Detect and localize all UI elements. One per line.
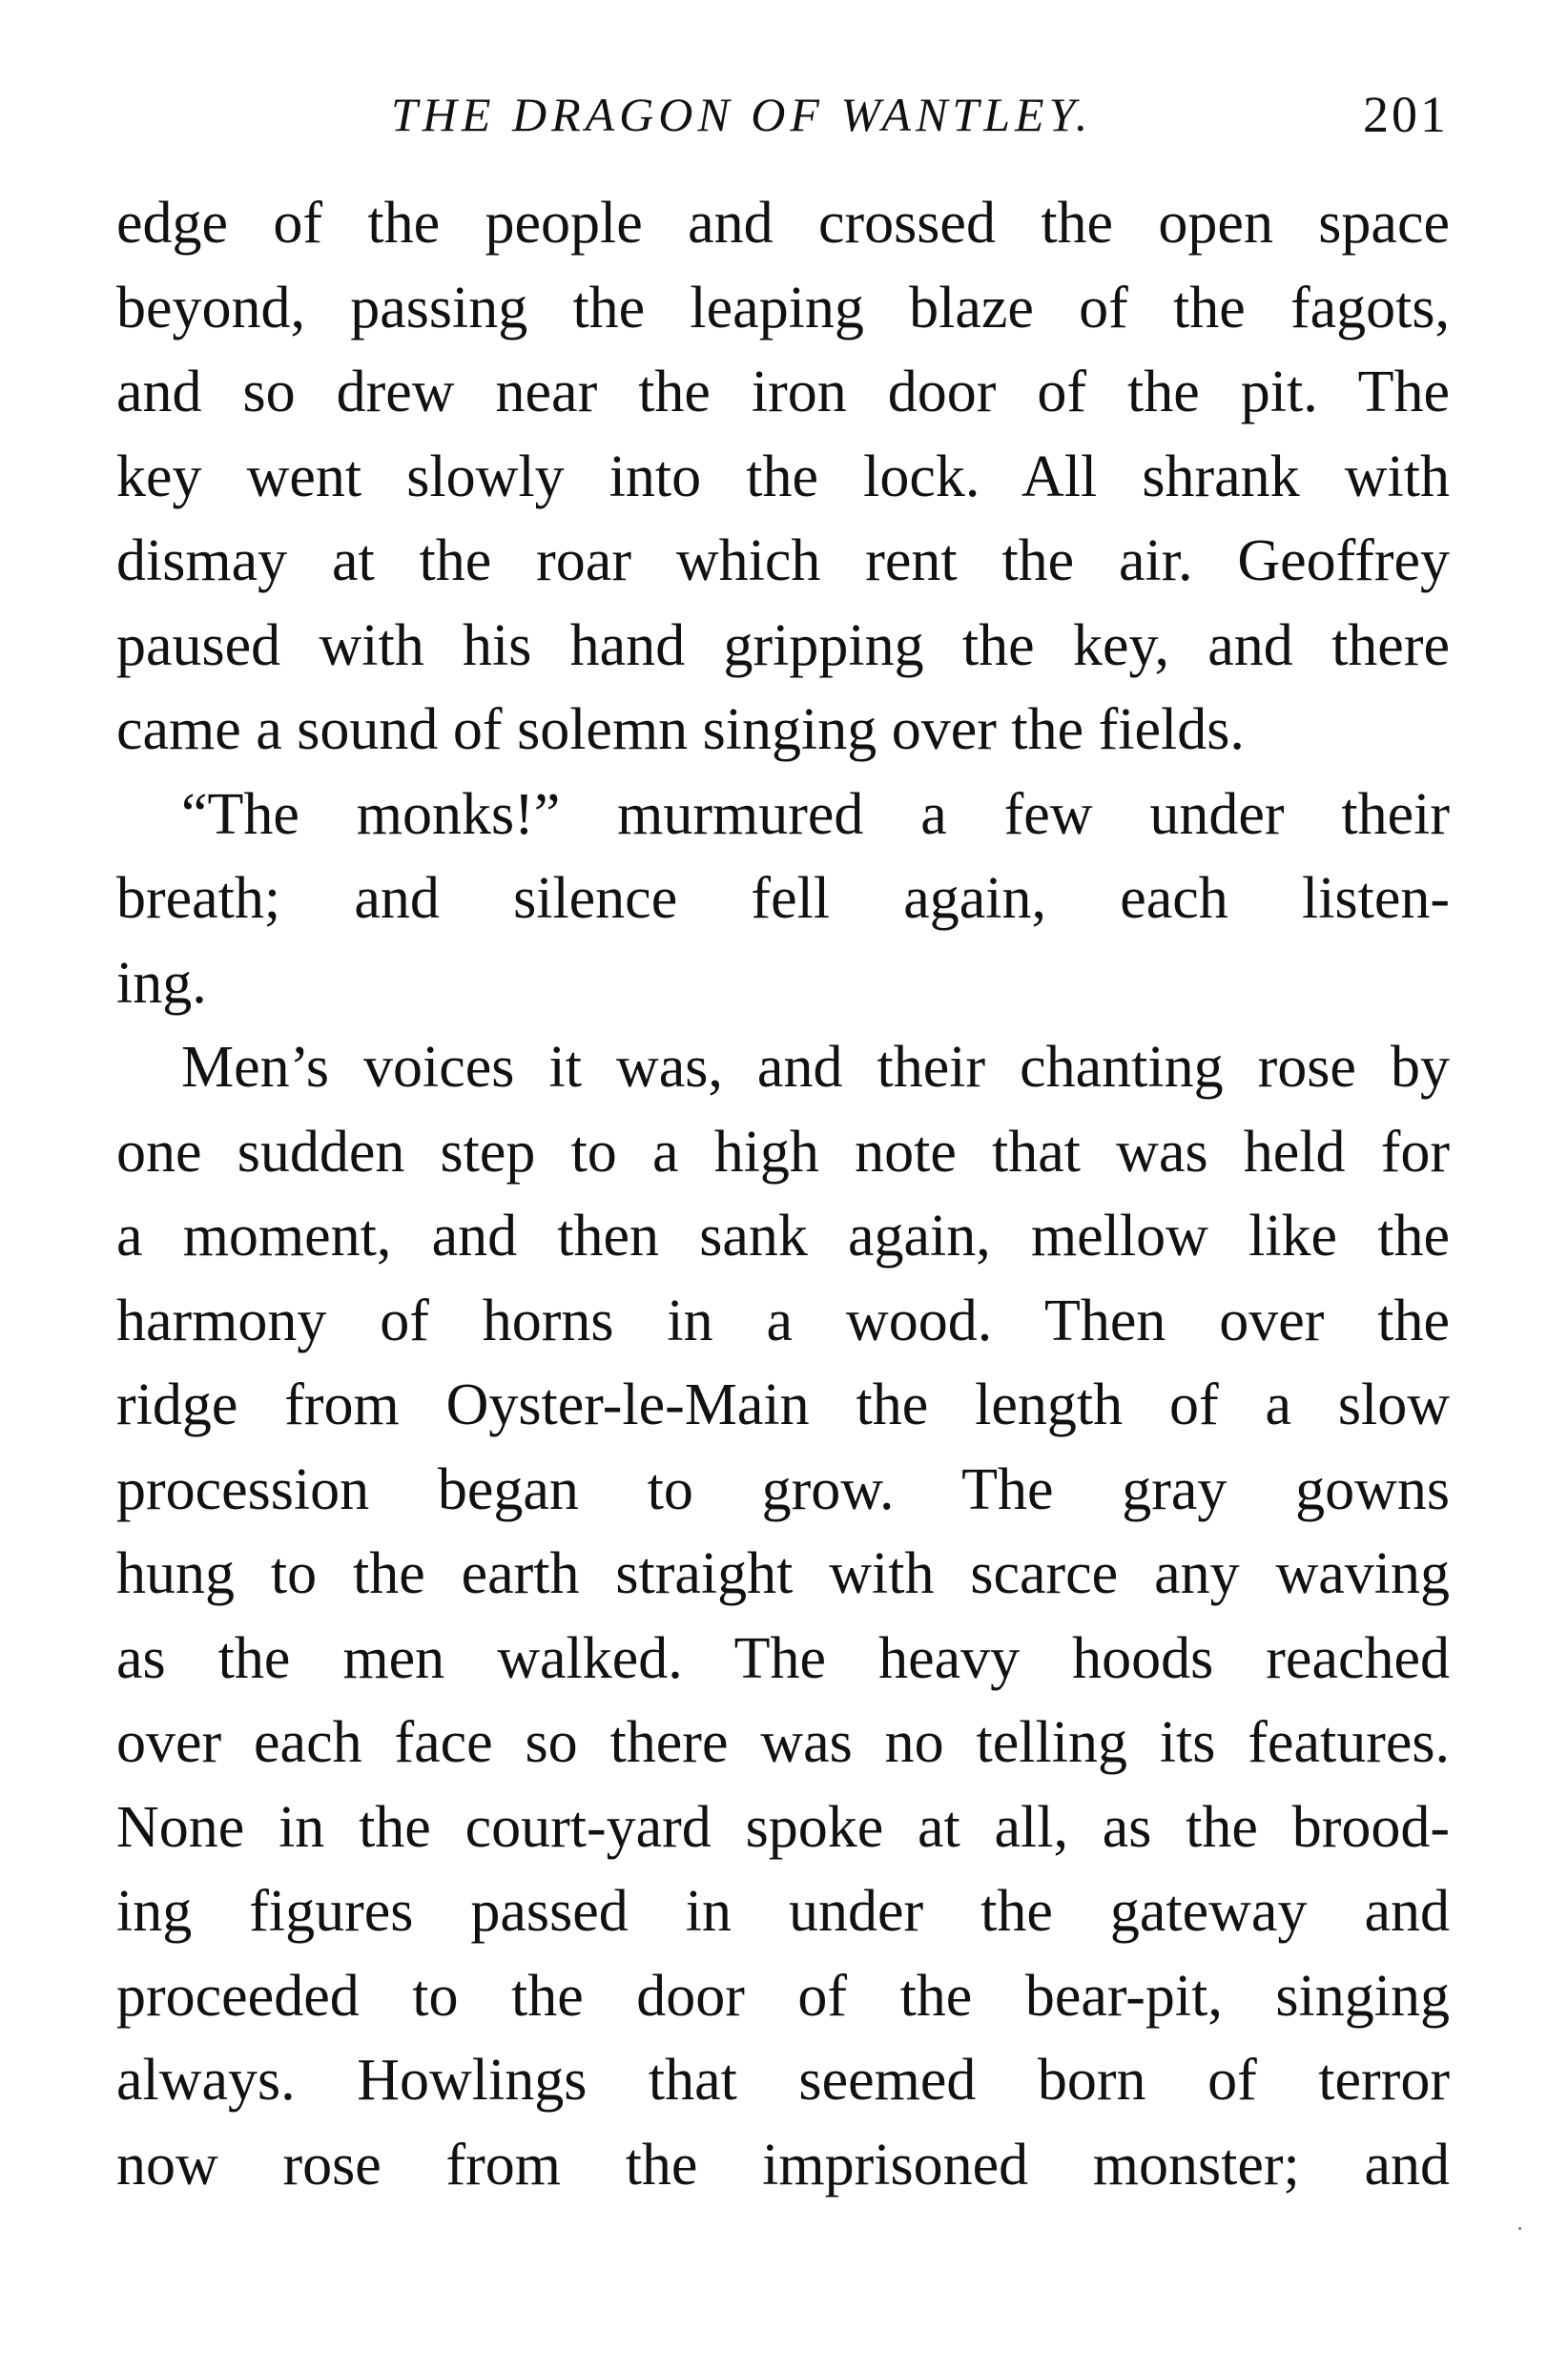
page-number: 201 xyxy=(1363,86,1449,143)
text-line: None in the court-yard spoke at all, as the brood- xyxy=(116,1794,1450,1860)
body-text xyxy=(116,181,1450,2207)
running-title: THE DRAGON OF WANTLEY. xyxy=(391,88,1093,141)
text-line: beyond, passing the leaping blaze of the fagots, xyxy=(116,275,1450,340)
text-line: procession began to grow. The gray gowns xyxy=(116,1456,1450,1522)
text-line: always. Howlings that seemed born of terror xyxy=(116,2048,1450,2113)
text-line: over each face so there was no telling its features. xyxy=(116,1710,1450,1775)
text-line: key went slowly into the lock. All shrank with xyxy=(116,444,1450,509)
text-line: a moment, and then sank again, mellow like the xyxy=(116,1204,1450,1269)
text-line: edge of the people and crossed the open space xyxy=(116,191,1450,256)
text-line: ing figures passed in under the gateway and xyxy=(116,1879,1450,1944)
text-line: harmony of horns in a wood. Then over the xyxy=(116,1288,1450,1353)
text-line: now rose from the imprisoned monster; and xyxy=(116,2132,1450,2198)
text-line: “The monks!” murmured a few under their xyxy=(181,781,1450,847)
text-line: proceeded to the door of the bear-pit, singing xyxy=(116,1963,1450,2029)
text-line: Men’s voices it was, and their chanting rose by xyxy=(181,1035,1450,1100)
text-line: and so drew near the iron door of the pit. The xyxy=(116,360,1450,424)
text-line: one sudden step to a high note that was held for xyxy=(116,1119,1450,1185)
text-line: came a sound of solemn singing over the fields. xyxy=(116,697,1245,762)
text-line: ing. xyxy=(116,950,207,1016)
text-line: paused with his hand gripping the key, and there xyxy=(116,612,1450,678)
text-line: hung to the earth straight with scarce any waving xyxy=(116,1541,1450,1606)
running-head xyxy=(0,76,1568,153)
scan-speck xyxy=(1518,2227,1521,2230)
text-line: dismay at the roar which rent the air. Geoffrey xyxy=(116,528,1450,593)
text-line: ridge from Oyster-le-Main the length of a slow xyxy=(116,1372,1450,1437)
text-line: breath; and silence fell again, each listen- xyxy=(116,866,1450,931)
text-line: as the men walked. The heavy hoods reached xyxy=(116,1625,1450,1691)
